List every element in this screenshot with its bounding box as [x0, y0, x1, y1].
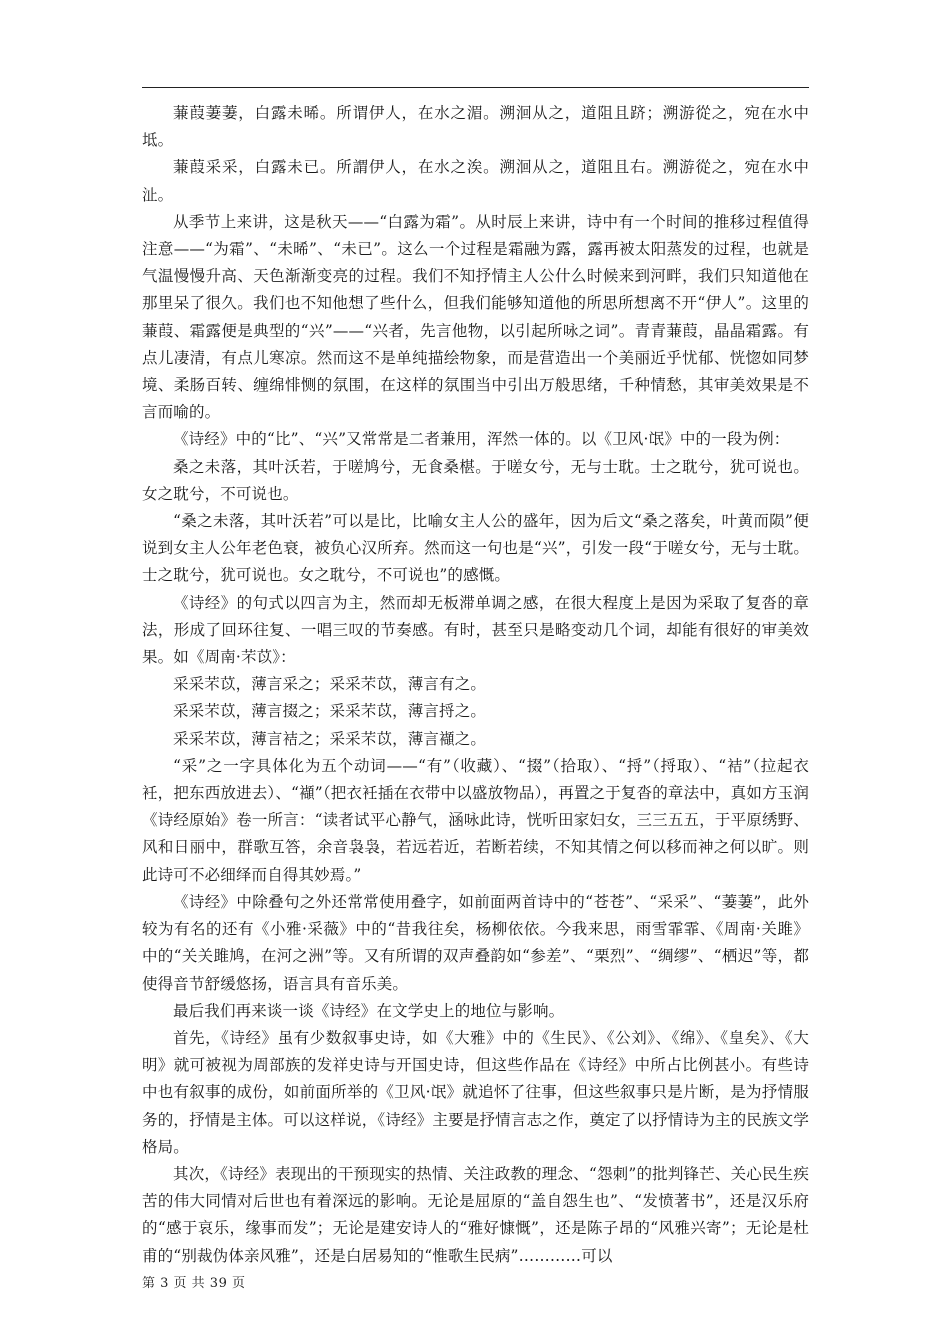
paragraph: 《诗经》的句式以四言为主，然而却无板滞单调之感，在很大程度上是因为采取了复沓的章法，形成了回环往复、一唱三叹的节奏感。有时，甚至只是略变动几个词，却能有很好的审美效果。如《周南·芣苡》：	[142, 593, 809, 667]
paragraph: 《诗经》中的“比”、“兴”又常常是二者兼用，浑然一体的。以《卫风·氓》中的一段为例：	[173, 430, 790, 449]
poem-line: 采采芣苡，薄言掇之；采采芣苡，薄言捋之。	[173, 702, 487, 721]
paragraph: 最后我们再来谈一谈《诗经》在文学史上的地位与影响。	[173, 1001, 565, 1020]
page-number-footer: 第 3 页 共 39 页	[142, 1276, 246, 1291]
paragraph: 其次，《诗经》表现出的干预现实的热情、关注政教的理念、“怨刺”的批判锋芒、关心民生疾苦的伟大同情对后世也有着深远的影响。无论是屈原的“盖自怨生也”、“发愤著书”，还是汉乐府的“感于哀乐，缘事而发”；无论是建安诗人的“雅好慷慨”，还是陈子昂的“风雅兴寄”；无论是杜甫的“别裁伪体亲风雅”，还是白居易知的“惟歌生民病”…………可以	[142, 1164, 809, 1265]
paragraph: 《诗经》中除叠句之外还常常使用叠字，如前面两首诗中的“苍苍”、“采采”、“萋萋”，此外较为有名的还有《小雅·采薇》中的“昔我往矣，杨柳依依。今我来思，雨雪霏霏、《周南·关雎》中的“关关雎鸠，在河之洲”等。又有所谓的双声叠韵如“参差”、“栗烈”、“绸缪”、“栖迟”等，都使得音节舒缓悠扬，语言具有音乐美。	[142, 892, 809, 993]
paragraph: 蒹葭采采，白露未已。所謂伊人，在水之涘。溯洄从之，道阻且右。溯游從之，宛在水中沚。	[142, 158, 809, 204]
paragraph: 从季节上来讲，这是秋天——“白露为霜”。从时辰上来讲，诗中有一个时间的推移过程值得注意——“为霜”、“未晞”、“未已”。这么一个过程是霜融为露，露再被太阳蒸发的过程，也就是气温慢慢升高、天色渐渐变亮的过程。我们不知抒情主人公什么时候来到河畔，我们只知道他在那里呆了很久。我们也不知他想了些什么，但我们能够知道他的所思所想离不开“伊人”。这里的蒹葭、霜露便是典型的“兴”——“兴者，先言他物，以引起所咏之词”。青青蒹葭，晶晶霜露。有点儿凄清，有点儿寒凉。然而这不是单纯描绘物象，而是营造出一个美丽近乎忧郁、恍惚如同梦境、柔肠百转、缠绵悱恻的氛围，在这样的氛围当中引出万般思绪，千种情愁，其审美效果是不言而喻的。	[142, 212, 809, 422]
paragraph: 蒹葭萋萋，白露未晞。所谓伊人，在水之湄。溯洄从之，道阻且跻；溯游從之，宛在水中坻。	[142, 104, 809, 150]
paragraph: “桑之未落，其叶沃若”可以是比，比喻女主人公的盛年，因为后文“桑之落矣，叶黄而陨”便说到女主人公年老色衰，被负心汉所弃。然而这一句也是“兴”，引发一段“于嗟女兮，无与士耽。士之耽兮，犹可说也。女之耽兮，不可说也”的感慨。	[142, 512, 809, 585]
poem-line: 采采芣苡，薄言袺之；采采芣苡，薄言襭之。	[173, 729, 487, 748]
paragraph: “采”之一字具体化为五个动词——“有”（收藏）、“掇”（拾取）、“捋”（捋取）、“袺”（拉起衣衽，把东西放进去）、“襭”（把衣衽插在衣带中以盛放物品），再置之于复沓的章法中，真如方玉润《诗经原始》卷一所言：“读者试平心静气，涵咏此诗，恍听田家妇女，三三五五，于平原绣野、风和日丽中，群歌互答，余音袅袅，若远若近，若断若续，不知其情之何以移而神之何以旷。则此诗可不必细绎而自得其妙焉。”	[142, 756, 809, 884]
header-rule	[142, 87, 809, 88]
paragraph: 桑之未落，其叶沃若，于嗟鸠兮，无食桑椹。于嗟女兮，无与士耽。士之耽兮，犹可说也。女之耽兮，不可说也。	[142, 457, 809, 503]
paragraph: 首先，《诗经》虽有少数叙事史诗，如《大雅》中的《生民》、《公刘》、《绵》、《皇矣》、《大明》就可被视为周部族的发祥史诗与开国史诗，但这些作品在《诗经》中所占比例甚小。有些诗中也有叙事的成份，如前面所举的《卫风·氓》就追怀了往事，但这些叙事只是片断，是为抒情服务的，抒情是主体。可以这样说，《诗经》主要是抒情言志之作，奠定了以抒情诗为主的民族文学格局。	[142, 1028, 809, 1156]
page-body	[142, 100, 809, 1270]
poem-line: 采采芣苡，薄言采之；采采芣苡，薄言有之。	[173, 675, 487, 694]
